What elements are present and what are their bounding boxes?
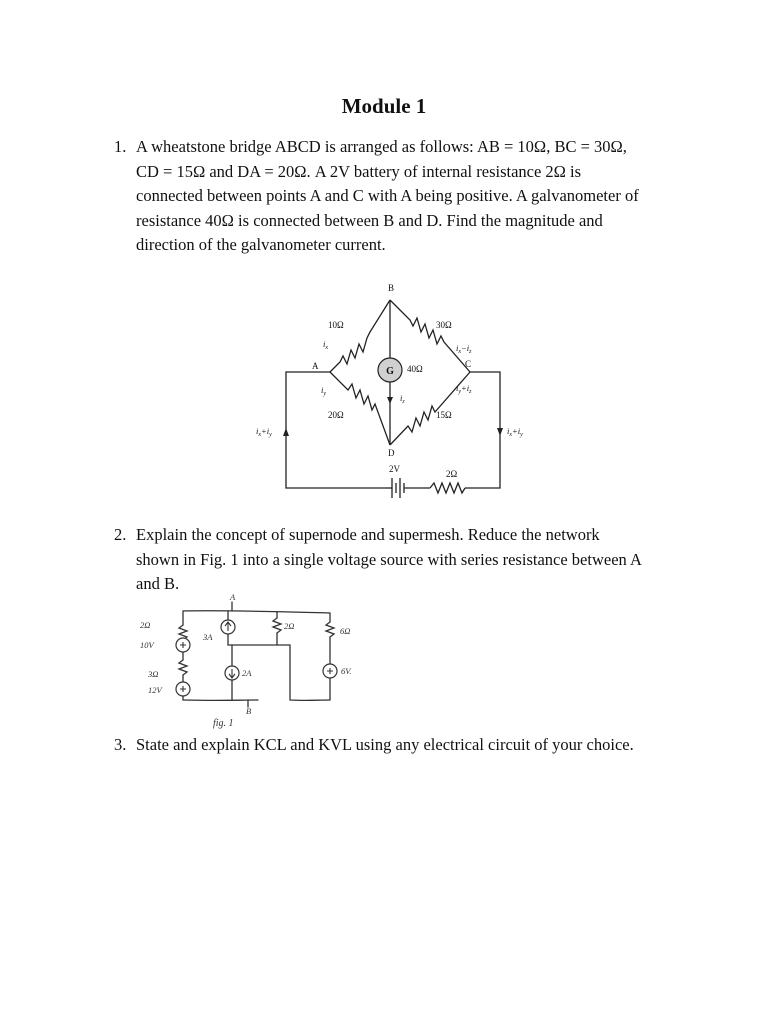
arrow-right-wire bbox=[497, 428, 503, 436]
r3-label: 2Ω bbox=[284, 621, 295, 631]
question-line: A wheatstone bridge ABCD is arranged as follows: AB = 10Ω, BC = 30Ω, bbox=[136, 137, 627, 156]
question-line: CD = 15Ω and DA = 20Ω. A 2V battery of internal resistance 2Ω is bbox=[136, 161, 582, 181]
left-wire bbox=[286, 372, 385, 488]
question-3 bbox=[114, 733, 734, 759]
r-ab-label: 10Ω bbox=[328, 320, 344, 330]
resistor-ad bbox=[330, 372, 390, 445]
r-ad-label: 20Ω bbox=[328, 410, 344, 420]
question-number: 2. bbox=[114, 525, 127, 544]
question-number: 1. bbox=[114, 137, 127, 156]
question-1 bbox=[114, 135, 734, 259]
top-wire bbox=[183, 611, 330, 613]
current-bc-label: $i_x-i_z$ bbox=[456, 343, 472, 355]
galvanometer-label: G bbox=[386, 366, 394, 377]
current-iy-label: $i_y$ bbox=[321, 385, 327, 397]
wheatstone-bridge-diagram bbox=[250, 278, 550, 500]
current-left-label: $i_x+i_y$ bbox=[256, 426, 272, 438]
question-line: and B. bbox=[136, 574, 180, 593]
question-line: State and explain KCL and KVL using any electrical circuit of your choice. bbox=[136, 735, 634, 754]
arrow-left-wire bbox=[283, 428, 289, 436]
r-int-label: 2Ω bbox=[446, 469, 458, 479]
v1-label: 10V bbox=[140, 640, 154, 650]
resistor-2ohm-mid bbox=[273, 618, 281, 633]
r-dc-label: 15Ω bbox=[436, 410, 452, 420]
question-text bbox=[136, 733, 634, 758]
node-a-label: A bbox=[312, 361, 319, 371]
node-b-label: B bbox=[388, 283, 395, 293]
r2-label: 3Ω bbox=[148, 669, 159, 679]
v3-label: 6V. bbox=[341, 666, 352, 676]
resistor-3ohm-left bbox=[179, 660, 187, 675]
question-line: Explain the concept of supernode and supermesh. Reduce the network bbox=[136, 525, 600, 544]
network-diagram-fig1 bbox=[135, 590, 380, 730]
question-line: shown in Fig. 1 into a single voltage source with series resistance between A bbox=[136, 549, 642, 569]
r1-label: 2Ω bbox=[140, 620, 151, 630]
figure-caption: fig. 1 bbox=[213, 718, 234, 729]
current-ix-label: $i_x$ bbox=[323, 339, 329, 351]
current-right-label: $i_x+i_y$ bbox=[507, 426, 523, 438]
resistor-bc bbox=[390, 300, 470, 372]
question-2 bbox=[114, 523, 734, 598]
question-line: resistance 40Ω is connected between B and D. Find the magnitude and bbox=[136, 210, 603, 230]
resistor-6ohm bbox=[326, 622, 334, 637]
current-dc-label: $i_y+i_z$ bbox=[456, 383, 472, 395]
question-text bbox=[136, 135, 639, 258]
arrow-galv bbox=[387, 397, 393, 404]
current-iz-label: $i_z$ bbox=[400, 393, 405, 405]
page-title: Module 1 bbox=[341, 94, 427, 118]
node-d-label: D bbox=[388, 448, 395, 458]
v2-label: 12V bbox=[148, 685, 162, 695]
question-line: direction of the galvanometer current. bbox=[136, 235, 386, 254]
r-bc-label: 30Ω bbox=[436, 320, 452, 330]
r-galv-label: 40Ω bbox=[407, 364, 423, 374]
node-c-label: C bbox=[465, 359, 472, 369]
question-text bbox=[136, 523, 642, 597]
battery-label: 2V bbox=[389, 464, 400, 474]
cs1-label: 3A bbox=[203, 632, 213, 642]
question-line: connected between points A and C with A being positive. A galvanometer of bbox=[136, 186, 639, 205]
question-number: 3. bbox=[114, 735, 127, 754]
node-b-label: B bbox=[246, 706, 252, 716]
node-a-label: A bbox=[230, 592, 236, 602]
resistor-internal bbox=[430, 483, 465, 493]
r4-label: 6Ω bbox=[340, 626, 351, 636]
cs2-label: 2A bbox=[242, 668, 252, 678]
